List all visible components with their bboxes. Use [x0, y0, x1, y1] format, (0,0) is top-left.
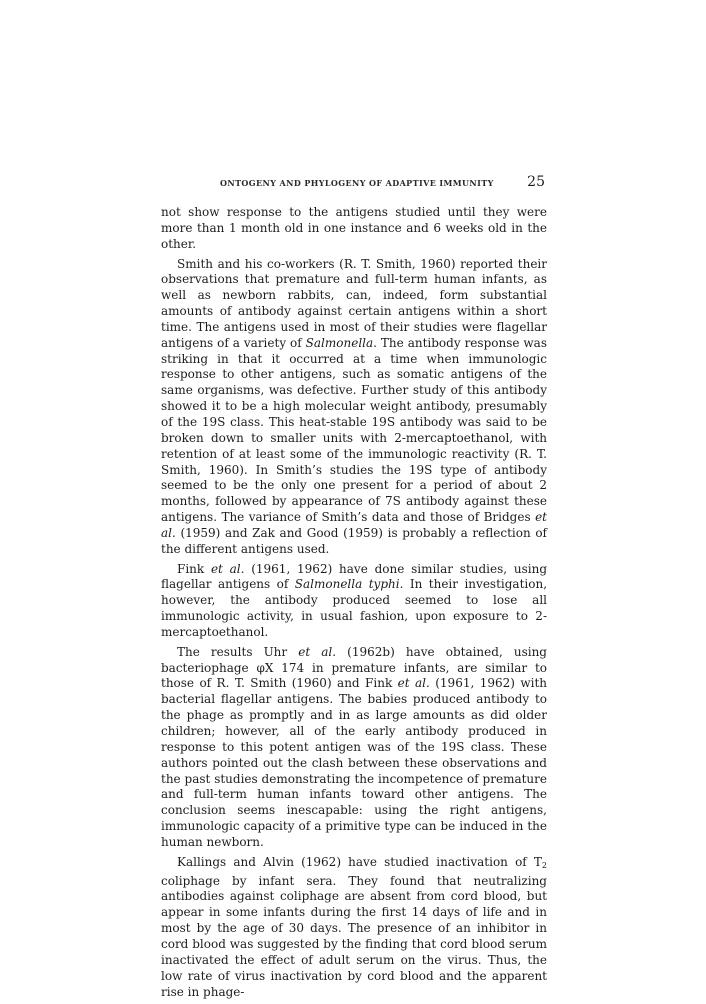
- running-title: ONTOGENY AND PHYLOGENY OF ADAPTIVE IMMUNITY: [220, 178, 494, 188]
- book-page: [161, 174, 547, 1004]
- paragraph-3: Fink et al. (1961, 1962) have done similar studies, using flagellar antigens of Salmonella typhi. In their investigation, however, the antibody produced seemed to lose all immunologic activity, in usual fashion, upon exposure to 2-mercaptoethanol.: [161, 561, 548, 639]
- paragraph-4: The results Uhr et al. (1962b) have obtained, using bacteriophage φX 174 in premature infants, are similar to those of R. T. Smith (1960) and Fink et al. (1961, 1962) with bacterial flagellar antigens. The babies produced antibody to the phage as promptly and in as large amounts as did older children; however, all of the early antibody produced in response to this potent antigen was of the 19S class. These authors pointed out the clash between these observations and the past studies demonstrating the incompetence of premature and full-term human infants toward other antigens. The conclusion seems inescapable: using the right antigens, immunologic capacity of a primitive type can be induced in the human newborn.: [161, 644, 548, 849]
- page-number: 25: [527, 174, 545, 190]
- body-text: [161, 205, 547, 1000]
- paragraph-1: not show response to the antigens studied until they were more than 1 month old in one instance and 6 weeks old in the other.: [161, 205, 547, 251]
- running-head: [161, 174, 547, 196]
- paragraph-2: Smith and his co-workers (R. T. Smith, 1960) reported their observations that premature and full-term human infants, as well as newborn rabbits, can, indeed, form substantial amounts of antibody against certain antigens within a short time. The antigens used in most of their studies were flagellar antigens of a variety of Salmonella. The antibody response was striking in that it occurred at a time when immunologic response to other antigens, such as somatic antigens of the same organisms, was defective. Further study of this antibody showed it to be a high molecular weight antibody, presumably of the 19S class. This heat-stable 19S antibody was said to be broken down to smaller units with 2-mercaptoethanol, with retention of at least some of the immunologic reactivity (R. T. Smith, 1960). In Smith’s studies the 19S type of antibody seemed to be the only one present for a period of about 2 months, followed by appearance of 7S antibody against these antigens. The variance of Smith’s data and those of Bridges et al. (1959) and Zak and Good (1959) is probably a reflection of the different antigens used.: [161, 256, 547, 556]
- paragraph-5: Kallings and Alvin (1962) have studied inactivation of $T_2$ coliphage by infant sera. They found that neutralizing antibodies against coliphage are absent from cord blood, but appear in some infants during the first 14 days of life and in most by the age of 30 days. The presence of an inhibitor in cord blood was suggested by the finding that cord blood serum inactivated the effect of adult serum on the virus. Thus, the low rate of virus inactivation by cord blood and the apparent rise in phage-: [161, 854, 547, 999]
